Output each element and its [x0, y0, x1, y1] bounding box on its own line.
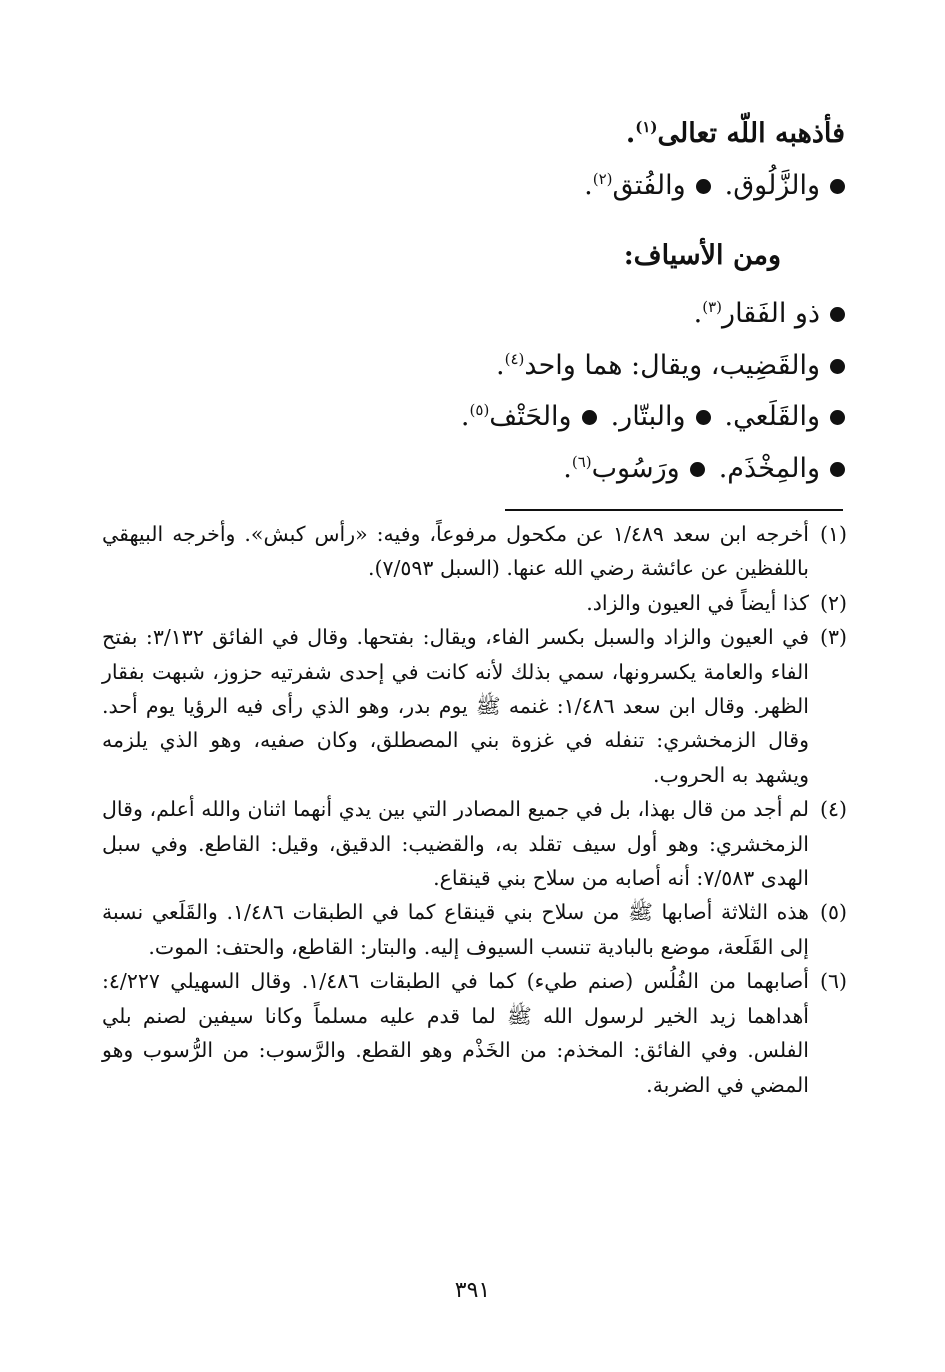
footnote-ref: (٥)	[469, 401, 490, 419]
item-hatf: والحَتْف	[489, 401, 572, 432]
footnote-number: (٣)	[819, 625, 847, 650]
main-line-5	[496, 350, 845, 381]
period: .	[563, 453, 572, 484]
footnote-number: (٤)	[819, 797, 847, 822]
footnote-text: أصابهما من الفُلُس (صنم طيء) كما في الطبقات ١/٤٨٦. وقال السهيلي ٤/٢٢٧: أهداهما زيد الخير لرسول الله ﷺ لما قدم عليه مسلماً وكانا سيفين لصنم بلي الفلس. وفي الفائق: المخذم: من الخَذْم وهو القطع. والرَّسوب: من الرُّسوب وهو المضي في الضربة.	[102, 969, 809, 1097]
heading-text: ومن الأسياف:	[623, 240, 781, 271]
bullet-icon	[690, 462, 705, 477]
footnote-text: كذا أيضاً في العيون والزاد.	[586, 590, 809, 615]
bullet-icon	[582, 410, 597, 425]
main-line-1	[626, 118, 845, 149]
footnote-ref: (٦)	[571, 453, 592, 471]
footnote-number: (٢)	[819, 590, 847, 615]
main-line-7	[563, 453, 845, 484]
period: .	[584, 170, 593, 201]
footnote-6	[102, 964, 847, 1102]
footnote-text: هذه الثلاثة أصابها ﷺ من سلاح بني قينقاع كما في الطبقات ١/٤٨٦. والقَلَعي نسبة إلى القَلَعة، موضع بالبادية تنسب السيوف إليه. والبتار: القاطع، والحتف: الموت.	[102, 900, 809, 959]
footnote-separator	[505, 509, 843, 511]
footnote-ref: (٣)	[702, 298, 723, 316]
footnote-ref: (٤)	[504, 350, 525, 368]
bullet-icon	[830, 359, 845, 374]
item-qadib: والقَضِيب، ويقال: هما واحد	[524, 350, 820, 381]
bullet-icon	[696, 410, 711, 425]
footnotes	[102, 517, 847, 1102]
footnote-number: (١)	[819, 522, 847, 546]
main-line-6	[461, 401, 845, 432]
footnote-5	[102, 895, 847, 964]
page-number: ٣٩١	[454, 1278, 491, 1303]
period: .	[693, 298, 703, 329]
item-fatq: والفُتق	[612, 170, 686, 201]
item-qalai: والقَلَعي.	[724, 401, 820, 432]
footnote-3	[102, 620, 847, 792]
footnote-text: في العيون والزاد والسبل بكسر الفاء، ويقال: بفتحها. وقال في الفائق ٣/١٣٢: بفتح الفاء والعامة يكسرونها، سمي بذلك لأنه كانت في إحدى شفرتيه حزوز، شبهت بفقار الظهر. وقال ابن سعد ١/٤٨٦: غنمه ﷺ يوم بدر، وهو الذي رأى فيه الرؤيا يوم أحد. وقال الزمخشري: تنفله في غزوة بني المصطلق، وكان صفيه، وهو الذي يلزمه ويشهد به الحروب.	[102, 625, 809, 787]
bullet-icon	[830, 307, 845, 322]
item-battar: والبتّار.	[610, 401, 686, 432]
item-zalooq: والزَّلُوق.	[724, 170, 820, 201]
bullet-icon	[830, 179, 845, 194]
line1-text: فأذهبه اللّه تعالى	[657, 118, 845, 149]
footnote-number: (٥)	[819, 900, 847, 925]
item-mikhdham: والمِخْذَم.	[718, 453, 820, 484]
footnote-text: لم أجد من قال بهذا، بل في جميع المصادر التي بين يدي أنهما اثنان والله أعلم، وقال الزمخشري: وهو أول سيف تقلد به، والقضيب: الدقيق، وقيل: القاطع. وفي سبل الهدى ٧/٥٨٣: أنه أصابه من سلاح بني قينقاع.	[102, 797, 809, 891]
footnote-text: أخرجه ابن سعد ١/٤٨٩ عن مكحول مرفوعاً، وفيه: «رأس كبش». وأخرجه البيهقي باللفظين عن عائشة رضي الله عنها. (السبل ٧/٥٩٣).	[102, 522, 809, 581]
item-rasub: ورَسُوب	[591, 453, 680, 484]
period: .	[625, 118, 636, 149]
item-dhulfiqar: ذو الفَقار	[722, 298, 820, 329]
section-heading	[624, 240, 781, 271]
bullet-icon	[830, 410, 845, 425]
main-line-2	[584, 170, 845, 201]
bullet-icon	[696, 179, 711, 194]
footnote-4	[102, 792, 847, 895]
footnote-2	[102, 586, 847, 620]
footnote-1	[102, 517, 847, 586]
footnote-ref: (٢)	[592, 170, 613, 188]
bullet-icon	[830, 462, 845, 477]
period: .	[496, 350, 505, 381]
footnote-number: (٦)	[819, 969, 847, 994]
footnote-ref: (١)	[635, 118, 658, 136]
period: .	[460, 401, 470, 432]
main-line-4	[694, 298, 845, 329]
